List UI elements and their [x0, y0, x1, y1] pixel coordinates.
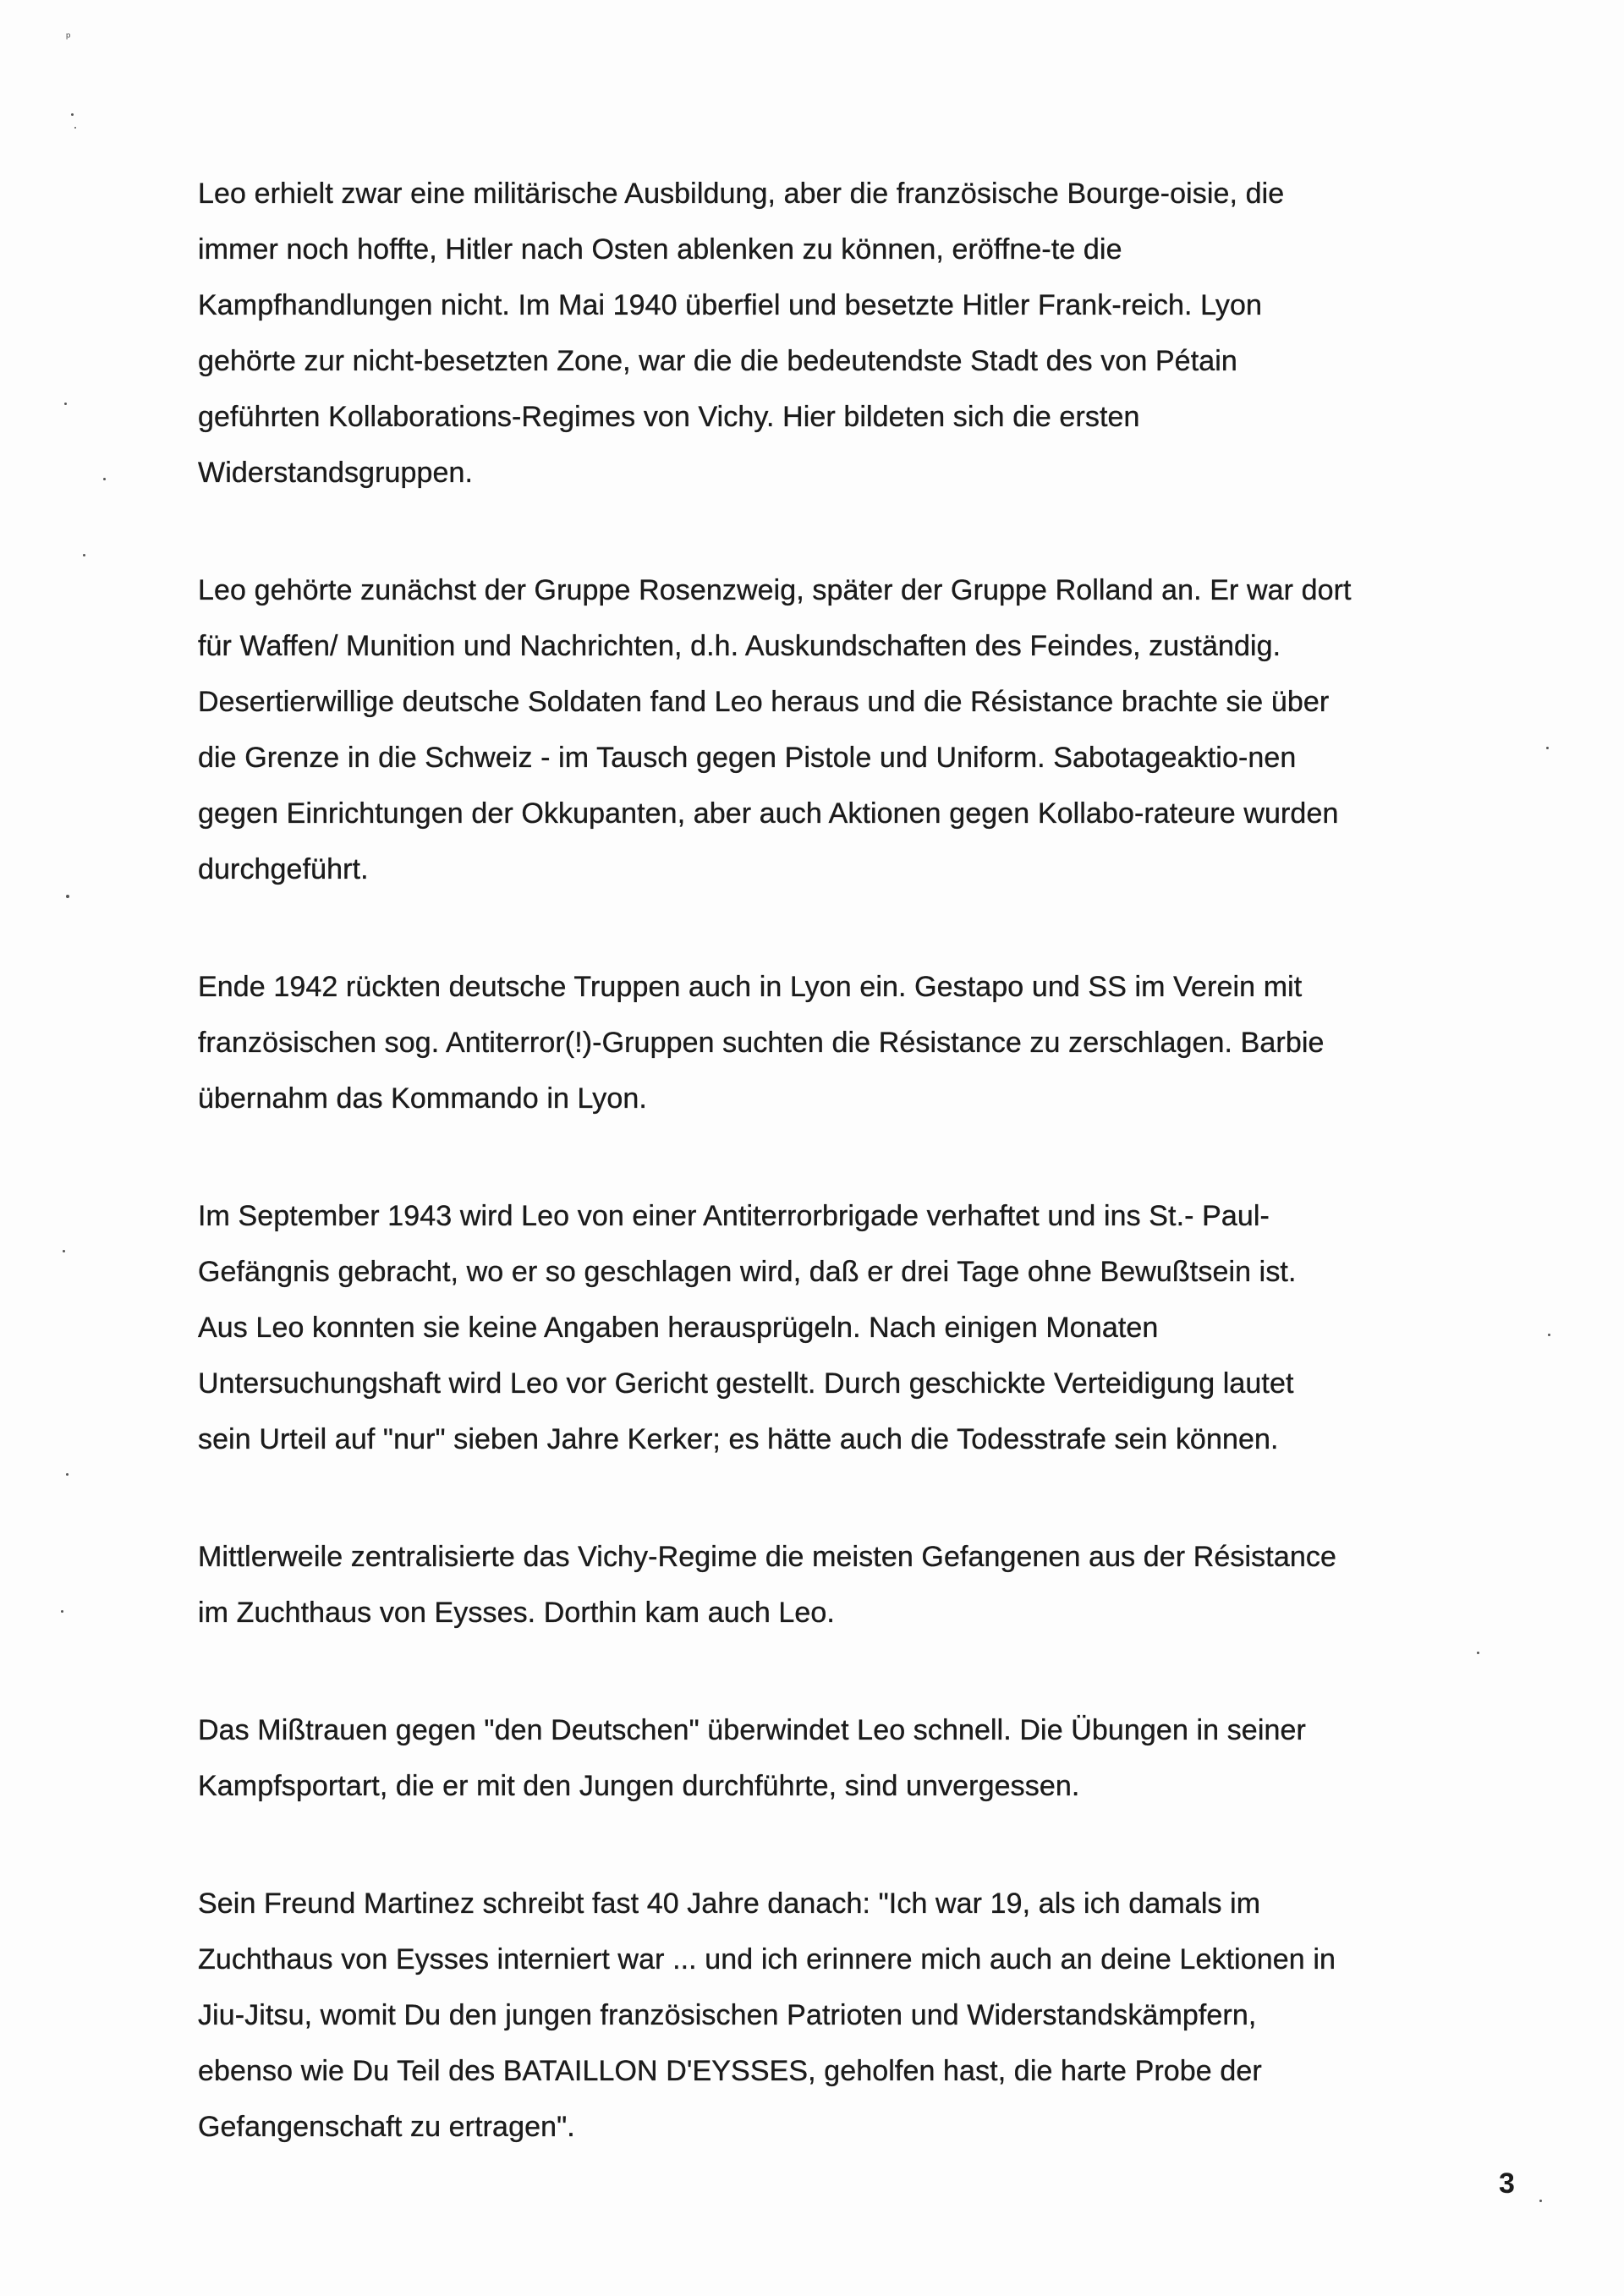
text-line: immer noch hoffte, Hitler nach Osten ablenken zu können, eröffne-te die [198, 233, 1122, 266]
corner-mark: ᵖ [66, 30, 71, 43]
scan-speck [66, 1473, 69, 1476]
scan-speck [1548, 1334, 1550, 1336]
paragraph [198, 1702, 1517, 1814]
scan-speck [66, 895, 69, 898]
text-line: Im September 1943 wird Leo von einer Antiterrorbrigade verhaftet und ins St.- Paul- [198, 1200, 1270, 1232]
paragraph [198, 1529, 1517, 1641]
text-line: Mittlerweile zentralisierte das Vichy-Regime die meisten Gefangenen aus der Résistance [198, 1541, 1336, 1573]
text-line: gehörte zur nicht-besetzten Zone, war die die bedeutendste Stadt des von Pétain [198, 345, 1237, 377]
paragraph [198, 562, 1517, 897]
text-line: übernahm das Kommando in Lyon. [198, 1082, 647, 1115]
scan-speck [1546, 747, 1549, 749]
text-line: sein Urteil auf "nur" sieben Jahre Kerker; es hätte auch die Todesstrafe sein können. [198, 1423, 1279, 1455]
text-line: Sein Freund Martinez schreibt fast 40 Jahre danach: "Ich war 19, als ich damals im [198, 1888, 1261, 1920]
text-line: die Grenze in die Schweiz - im Tausch gegen Pistole und Uniform. Sabotageaktio-nen [198, 742, 1297, 774]
text-line: für Waffen/ Munition und Nachrichten, d.h. Auskundschaften des Feindes, zuständig. [198, 630, 1281, 662]
body-text [198, 166, 1517, 2217]
text-line: Untersuchungshaft wird Leo vor Gericht gestellt. Durch geschickte Verteidigung lautet [198, 1367, 1294, 1400]
text-line: Desertierwillige deutsche Soldaten fand Leo heraus und die Résistance brachte sie über [198, 686, 1330, 718]
scan-speck [63, 1250, 65, 1252]
paragraph [198, 1188, 1517, 1467]
scan-speck [64, 403, 67, 405]
scan-speck [83, 554, 85, 556]
paragraph [198, 959, 1517, 1126]
paragraph [198, 166, 1517, 501]
text-line: Leo erhielt zwar eine militärische Ausbildung, aber die französische Bourge-oisie, die [198, 178, 1285, 210]
text-line: gegen Einrichtungen der Okkupanten, aber auch Aktionen gegen Kollabo-rateure wurden [198, 797, 1339, 830]
text-line: Jiu-Jitsu, womit Du den jungen französischen Patrioten und Widerstandskämpfern, [198, 1999, 1257, 2031]
text-line: im Zuchthaus von Eysses. Dorthin kam auch Leo. [198, 1597, 835, 1629]
text-line: Aus Leo konnten sie keine Angaben herausprügeln. Nach einigen Monaten [198, 1312, 1159, 1344]
scan-speck [71, 113, 74, 116]
text-line: Kampfsportart, die er mit den Jungen durchführte, sind unvergessen. [198, 1770, 1080, 1802]
scan-speck [61, 1610, 63, 1613]
text-line: ebenso wie Du Teil des BATAILLON D'EYSSES, geholfen hast, die harte Probe der [198, 2055, 1262, 2087]
text-line: französischen sog. Antiterror(!)-Gruppen suchten die Résistance zu zerschlagen. Barbie [198, 1027, 1325, 1059]
text-line: Leo gehörte zunächst der Gruppe Rosenzweig, später der Gruppe Rolland an. Er war dort [198, 574, 1352, 606]
text-line: Ende 1942 rückten deutsche Truppen auch in Lyon ein. Gestapo und SS im Verein mit [198, 971, 1303, 1003]
text-line: Kampfhandlungen nicht. Im Mai 1940 überfiel und besetzte Hitler Frank-reich. Lyon [198, 289, 1262, 321]
text-line: durchgeführt. [198, 853, 369, 885]
text-line: geführten Kollaborations-Regimes von Vichy. Hier bildeten sich die ersten [198, 401, 1140, 433]
text-line: Das Mißtrauen gegen "den Deutschen" überwindet Leo schnell. Die Übungen in seiner [198, 1714, 1306, 1746]
text-line: Zuchthaus von Eysses interniert war ... und ich erinnere mich auch an deine Lektionen in [198, 1943, 1336, 1975]
text-line: Gefangenschaft zu ertragen". [198, 2111, 575, 2143]
paragraph [198, 1876, 1517, 2155]
text-line: Widerstandsgruppen. [198, 457, 474, 489]
scan-speck [1539, 2200, 1542, 2202]
page-number: 3 [1499, 2167, 1515, 2200]
text-line: Gefängnis gebracht, wo er so geschlagen wird, daß er drei Tage ohne Bewußtsein ist. [198, 1256, 1297, 1288]
scan-speck [103, 478, 106, 480]
scan-speck [74, 127, 76, 129]
